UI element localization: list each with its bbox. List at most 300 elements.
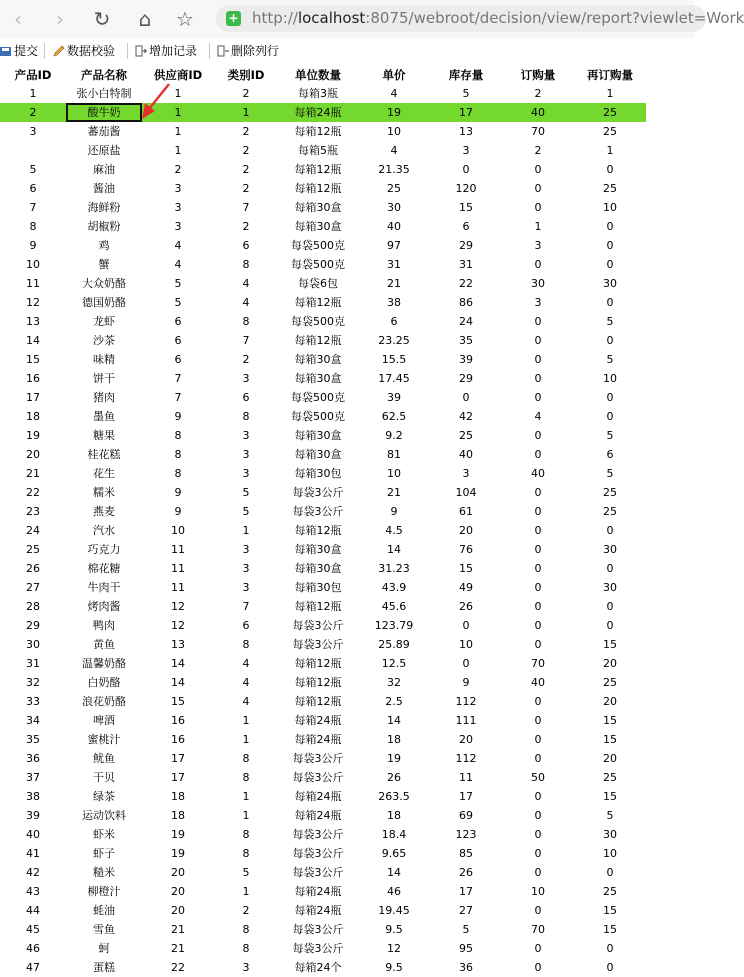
- forward-icon[interactable]: ›: [56, 7, 64, 31]
- site-info-icon[interactable]: +: [226, 11, 241, 26]
- table-cell[interactable]: 2: [242, 144, 250, 157]
- table-cell[interactable]: 25: [603, 505, 617, 518]
- table-cell[interactable]: 10: [387, 125, 401, 138]
- table-cell[interactable]: 21.35: [378, 163, 410, 176]
- table-cell[interactable]: 30: [387, 201, 401, 214]
- table-cell[interactable]: 8: [242, 923, 250, 936]
- table-cell[interactable]: 85: [459, 847, 473, 860]
- table-cell[interactable]: 7: [174, 391, 182, 404]
- table-row[interactable]: [0, 445, 646, 464]
- table-cell[interactable]: 61: [459, 505, 473, 518]
- table-cell[interactable]: 0: [534, 353, 542, 366]
- table-cell[interactable]: 22: [171, 961, 185, 974]
- table-cell[interactable]: 1: [174, 87, 182, 100]
- table-cell[interactable]: 0: [534, 524, 542, 537]
- table-row[interactable]: [0, 787, 646, 806]
- table-cell[interactable]: 0: [534, 505, 542, 518]
- table-cell[interactable]: 0: [534, 448, 542, 461]
- table-row[interactable]: [0, 255, 646, 274]
- submit-button[interactable]: 提交: [0, 42, 38, 60]
- table-cell[interactable]: 81: [387, 448, 401, 461]
- bookmark-star-icon[interactable]: ☆: [176, 7, 194, 31]
- table-cell[interactable]: 28: [26, 600, 40, 613]
- table-cell[interactable]: 2: [534, 144, 542, 157]
- url-text[interactable]: http://localhost:8075/webroot/decision/view/report?viewlet=Work: [252, 9, 744, 27]
- table-cell[interactable]: 4: [390, 87, 398, 100]
- table-cell[interactable]: 2: [242, 125, 250, 138]
- table-cell[interactable]: 8: [242, 410, 250, 423]
- table-cell[interactable]: 15: [603, 638, 617, 651]
- table-cell[interactable]: 9.5: [385, 961, 403, 974]
- table-cell[interactable]: 大众奶酪: [82, 277, 126, 290]
- table-cell[interactable]: 0: [534, 315, 542, 328]
- table-row[interactable]: [0, 293, 646, 312]
- table-cell[interactable]: 20: [459, 733, 473, 746]
- table-cell[interactable]: 0: [534, 600, 542, 613]
- table-row[interactable]: [0, 749, 646, 768]
- table-cell[interactable]: 10: [171, 524, 185, 537]
- table-cell[interactable]: 12: [387, 942, 401, 955]
- table-cell[interactable]: 49: [459, 581, 473, 594]
- table-cell[interactable]: 每袋3公斤: [292, 942, 344, 955]
- table-cell[interactable]: 0: [606, 391, 614, 404]
- table-cell[interactable]: 41: [26, 847, 40, 860]
- table-cell[interactable]: 11: [171, 581, 185, 594]
- table-cell[interactable]: 27: [459, 904, 473, 917]
- table-cell[interactable]: 40: [531, 467, 545, 480]
- table-cell[interactable]: 浪花奶酪: [82, 695, 126, 708]
- table-cell[interactable]: 每袋500克: [291, 258, 345, 271]
- table-row[interactable]: [0, 502, 646, 521]
- table-cell[interactable]: 虾米: [93, 828, 115, 841]
- table-cell[interactable]: 每袋500克: [291, 239, 345, 252]
- table-cell[interactable]: 0: [534, 695, 542, 708]
- table-cell[interactable]: 263.5: [378, 790, 410, 803]
- table-cell[interactable]: 每箱24个: [294, 961, 342, 974]
- table-cell[interactable]: 1: [242, 733, 250, 746]
- table-cell[interactable]: 21: [387, 486, 401, 499]
- table-cell[interactable]: 15.5: [381, 353, 407, 366]
- table-row[interactable]: [0, 464, 646, 483]
- table-cell[interactable]: 36: [26, 752, 40, 765]
- table-cell[interactable]: 每箱24瓶: [294, 809, 342, 822]
- table-cell[interactable]: 0: [534, 372, 542, 385]
- table-cell[interactable]: 每箱30包: [294, 467, 342, 480]
- table-cell[interactable]: 40: [502, 103, 574, 122]
- table-cell[interactable]: 燕麦: [93, 505, 115, 518]
- table-cell[interactable]: 蕃茄酱: [87, 125, 121, 138]
- table-cell[interactable]: 70: [531, 657, 545, 670]
- table-cell[interactable]: 牛肉干: [87, 581, 121, 594]
- table-cell[interactable]: 每箱30盒: [294, 372, 342, 385]
- table-cell[interactable]: 5: [242, 486, 250, 499]
- table-cell[interactable]: 每箱30盒: [294, 201, 342, 214]
- table-cell[interactable]: 11: [171, 543, 185, 556]
- table-cell[interactable]: 0: [606, 942, 614, 955]
- table-cell[interactable]: 8: [242, 258, 250, 271]
- table-row[interactable]: [0, 844, 646, 863]
- table-cell[interactable]: 22: [459, 277, 473, 290]
- table-cell[interactable]: 40: [459, 448, 473, 461]
- table-cell[interactable]: 糯米: [93, 486, 115, 499]
- table-cell[interactable]: 10: [26, 258, 40, 271]
- table-cell[interactable]: 9.2: [385, 429, 403, 442]
- table-cell[interactable]: 0: [534, 581, 542, 594]
- table-cell[interactable]: 17: [430, 103, 502, 122]
- table-row[interactable]: [0, 388, 646, 407]
- table-cell[interactable]: 每袋500克: [291, 410, 345, 423]
- table-cell[interactable]: 15: [26, 353, 40, 366]
- table-row[interactable]: [0, 958, 646, 977]
- table-cell[interactable]: 39: [387, 391, 401, 404]
- table-cell[interactable]: 112: [455, 752, 477, 765]
- table-row[interactable]: [0, 825, 646, 844]
- table-cell[interactable]: 5: [606, 467, 614, 480]
- table-cell[interactable]: 25: [603, 182, 617, 195]
- table-cell[interactable]: 每箱30盒: [294, 448, 342, 461]
- table-cell[interactable]: 5: [606, 429, 614, 442]
- table-cell[interactable]: 18: [387, 733, 401, 746]
- table-cell[interactable]: 0: [606, 163, 614, 176]
- table-cell[interactable]: 9: [174, 505, 182, 518]
- table-row[interactable]: [0, 654, 646, 673]
- table-cell[interactable]: 31: [459, 258, 473, 271]
- table-cell[interactable]: 0: [606, 562, 614, 575]
- table-cell[interactable]: 47: [26, 961, 40, 974]
- table-cell[interactable]: 42: [459, 410, 473, 423]
- table-cell[interactable]: 39: [26, 809, 40, 822]
- table-cell[interactable]: 0: [534, 847, 542, 860]
- table-cell[interactable]: 每袋3公斤: [292, 619, 344, 632]
- table-cell[interactable]: 3: [174, 201, 182, 214]
- table-cell[interactable]: 123: [455, 828, 477, 841]
- table-cell[interactable]: 24: [459, 315, 473, 328]
- table-cell[interactable]: 5: [29, 163, 37, 176]
- table-cell[interactable]: 40: [26, 828, 40, 841]
- table-cell[interactable]: 张小白特制: [76, 87, 132, 100]
- table-cell[interactable]: 9: [390, 505, 398, 518]
- table-cell[interactable]: 31.23: [378, 562, 410, 575]
- table-cell[interactable]: 酱油: [93, 182, 115, 195]
- table-cell[interactable]: 5: [242, 505, 250, 518]
- address-bar[interactable]: [216, 5, 744, 32]
- table-cell[interactable]: 墨鱼: [93, 410, 115, 423]
- table-row[interactable]: [0, 312, 646, 331]
- table-cell[interactable]: 饼干: [93, 372, 115, 385]
- table-cell[interactable]: 0: [606, 220, 614, 233]
- table-cell[interactable]: 25: [603, 486, 617, 499]
- table-cell[interactable]: 棉花糖: [87, 562, 121, 575]
- table-cell[interactable]: 39: [459, 353, 473, 366]
- table-cell[interactable]: 17: [171, 752, 185, 765]
- table-cell[interactable]: 2: [242, 163, 250, 176]
- table-cell[interactable]: 0: [534, 182, 542, 195]
- table-cell[interactable]: 蚵: [98, 942, 110, 955]
- table-cell[interactable]: 6: [462, 220, 470, 233]
- table-cell[interactable]: 每箱24瓶: [294, 714, 342, 727]
- table-cell[interactable]: 4: [174, 258, 182, 271]
- table-cell[interactable]: 5: [174, 277, 182, 290]
- table-row[interactable]: [0, 331, 646, 350]
- table-cell[interactable]: 26: [459, 600, 473, 613]
- table-cell[interactable]: 25: [603, 771, 617, 784]
- table-cell[interactable]: 2: [242, 87, 250, 100]
- table-cell[interactable]: 2: [242, 904, 250, 917]
- table-cell[interactable]: 0: [606, 619, 614, 632]
- table-cell[interactable]: 0: [606, 961, 614, 974]
- table-cell[interactable]: 6: [242, 239, 250, 252]
- table-cell[interactable]: 3: [242, 448, 250, 461]
- table-cell[interactable]: 13: [459, 125, 473, 138]
- table-cell[interactable]: 15: [603, 733, 617, 746]
- table-cell[interactable]: 5: [606, 353, 614, 366]
- table-cell[interactable]: 每袋3公斤: [292, 505, 344, 518]
- table-cell[interactable]: 每袋3公斤: [292, 847, 344, 860]
- table-cell[interactable]: 糙米: [93, 866, 115, 879]
- table-row[interactable]: [0, 521, 646, 540]
- table-cell[interactable]: 0: [534, 334, 542, 347]
- table-cell[interactable]: 6: [242, 391, 250, 404]
- table-cell[interactable]: 德国奶酪: [82, 296, 126, 309]
- table-cell[interactable]: 31: [26, 657, 40, 670]
- table-cell[interactable]: 14: [387, 714, 401, 727]
- table-cell[interactable]: 50: [531, 771, 545, 784]
- table-cell[interactable]: 3: [462, 144, 470, 157]
- table-cell[interactable]: 每箱12瓶: [294, 676, 342, 689]
- table-cell[interactable]: [0, 141, 66, 160]
- table-cell[interactable]: 0: [534, 258, 542, 271]
- table-cell[interactable]: 0: [534, 961, 542, 974]
- table-row[interactable]: [0, 350, 646, 369]
- table-cell[interactable]: 17: [171, 771, 185, 784]
- table-cell[interactable]: 10: [387, 467, 401, 480]
- table-cell[interactable]: 3: [242, 543, 250, 556]
- table-cell[interactable]: 2: [242, 182, 250, 195]
- table-row[interactable]: [0, 692, 646, 711]
- table-cell[interactable]: 黄鱼: [93, 638, 115, 651]
- table-cell[interactable]: 40: [531, 676, 545, 689]
- table-cell[interactable]: 7: [174, 372, 182, 385]
- table-cell[interactable]: 9: [174, 486, 182, 499]
- table-row[interactable]: [0, 711, 646, 730]
- table-cell[interactable]: 每袋3公斤: [292, 923, 344, 936]
- table-cell[interactable]: 鸭肉: [93, 619, 115, 632]
- table-cell[interactable]: 2: [242, 220, 250, 233]
- table-cell[interactable]: 26: [387, 771, 401, 784]
- table-cell[interactable]: 15: [603, 923, 617, 936]
- table-cell[interactable]: 0: [534, 714, 542, 727]
- table-cell[interactable]: 20: [459, 524, 473, 537]
- table-cell[interactable]: 每箱24瓶: [294, 885, 342, 898]
- table-cell[interactable]: 9.5: [385, 923, 403, 936]
- table-cell[interactable]: 0: [606, 334, 614, 347]
- table-cell[interactable]: 0: [534, 942, 542, 955]
- table-cell[interactable]: 7: [242, 334, 250, 347]
- table-row[interactable]: [0, 179, 646, 198]
- table-cell[interactable]: 1: [534, 220, 542, 233]
- table-cell[interactable]: 0: [534, 752, 542, 765]
- table-cell[interactable]: 3: [242, 581, 250, 594]
- table-cell[interactable]: 18: [171, 809, 185, 822]
- table-row[interactable]: [0, 863, 646, 882]
- table-row[interactable]: [0, 882, 646, 901]
- table-cell[interactable]: 25: [26, 543, 40, 556]
- table-cell[interactable]: 10: [603, 847, 617, 860]
- table-cell[interactable]: 70: [531, 125, 545, 138]
- table-cell[interactable]: 0: [462, 163, 470, 176]
- table-cell[interactable]: 62.5: [381, 410, 407, 423]
- table-cell[interactable]: 17: [26, 391, 40, 404]
- table-cell[interactable]: 啤酒: [93, 714, 115, 727]
- table-cell[interactable]: 2: [174, 163, 182, 176]
- table-cell[interactable]: 0: [534, 866, 542, 879]
- table-cell[interactable]: 每箱12瓶: [294, 125, 342, 138]
- table-cell[interactable]: 6: [606, 448, 614, 461]
- table-cell[interactable]: 8: [174, 448, 182, 461]
- table-cell[interactable]: 15: [603, 714, 617, 727]
- table-cell[interactable]: 8: [242, 771, 250, 784]
- table-cell[interactable]: 蜜桃汁: [87, 733, 121, 746]
- table-cell[interactable]: 31: [387, 258, 401, 271]
- table-cell[interactable]: 3: [174, 182, 182, 195]
- table-row[interactable]: [0, 578, 646, 597]
- table-cell[interactable]: 每袋500克: [291, 315, 345, 328]
- table-cell[interactable]: 每箱30盒: [294, 353, 342, 366]
- table-cell[interactable]: 桂花糕: [87, 448, 121, 461]
- table-cell[interactable]: 15: [171, 695, 185, 708]
- table-cell[interactable]: 12.5: [381, 657, 407, 670]
- table-cell[interactable]: 0: [534, 638, 542, 651]
- table-cell[interactable]: 1: [242, 524, 250, 537]
- table-cell[interactable]: 19: [171, 847, 185, 860]
- table-cell[interactable]: 14: [171, 657, 185, 670]
- table-cell[interactable]: 14: [387, 543, 401, 556]
- table-cell[interactable]: 25: [574, 103, 646, 122]
- table-cell[interactable]: 6: [390, 315, 398, 328]
- table-cell[interactable]: 3: [242, 372, 250, 385]
- table-cell[interactable]: 43: [26, 885, 40, 898]
- table-cell[interactable]: 味精: [93, 353, 115, 366]
- table-cell[interactable]: 每袋3公斤: [292, 828, 344, 841]
- table-cell[interactable]: 3: [242, 961, 250, 974]
- table-cell[interactable]: 35: [26, 733, 40, 746]
- table-cell[interactable]: 15: [459, 201, 473, 214]
- table-cell[interactable]: 21: [171, 942, 185, 955]
- table-row[interactable]: [0, 84, 646, 103]
- table-cell[interactable]: 123.79: [374, 619, 414, 632]
- table-cell[interactable]: 花生: [93, 467, 115, 480]
- table-cell[interactable]: 0: [534, 828, 542, 841]
- table-cell[interactable]: 22: [26, 486, 40, 499]
- table-cell[interactable]: 0: [534, 201, 542, 214]
- table-cell[interactable]: 0: [534, 429, 542, 442]
- table-cell[interactable]: 10: [459, 638, 473, 651]
- table-cell[interactable]: 每箱24瓶: [278, 103, 358, 122]
- table-cell[interactable]: 1: [214, 103, 278, 122]
- table-cell[interactable]: 34: [26, 714, 40, 727]
- table-cell[interactable]: 每箱12瓶: [294, 182, 342, 195]
- table-row[interactable]: [0, 673, 646, 692]
- table-cell[interactable]: 干贝: [93, 771, 115, 784]
- table-cell[interactable]: 8: [242, 752, 250, 765]
- table-row[interactable]: [0, 198, 646, 217]
- table-cell[interactable]: 每袋3公斤: [292, 771, 344, 784]
- table-row[interactable]: [0, 901, 646, 920]
- table-row[interactable]: [0, 730, 646, 749]
- table-cell[interactable]: 11: [26, 277, 40, 290]
- table-cell[interactable]: 0: [606, 524, 614, 537]
- table-cell[interactable]: 1: [606, 87, 614, 100]
- table-cell[interactable]: 10: [603, 201, 617, 214]
- table-cell[interactable]: 蟹: [98, 258, 110, 271]
- table-cell[interactable]: 76: [459, 543, 473, 556]
- table-cell[interactable]: 19: [358, 103, 430, 122]
- table-cell[interactable]: 虾子: [93, 847, 115, 860]
- table-cell[interactable]: 25.89: [378, 638, 410, 651]
- table-cell[interactable]: 25: [603, 885, 617, 898]
- table-cell[interactable]: 每袋3公斤: [292, 866, 344, 879]
- table-cell[interactable]: 运动饮料: [82, 809, 126, 822]
- table-cell[interactable]: 温馨奶酪: [82, 657, 126, 670]
- table-cell[interactable]: 38: [26, 790, 40, 803]
- table-cell[interactable]: 13: [26, 315, 40, 328]
- table-cell[interactable]: 18.4: [381, 828, 407, 841]
- table-cell[interactable]: 3: [242, 467, 250, 480]
- table-cell[interactable]: 4: [174, 239, 182, 252]
- table-cell[interactable]: 9: [29, 239, 37, 252]
- table-cell[interactable]: 25: [603, 125, 617, 138]
- table-cell[interactable]: 18: [26, 410, 40, 423]
- table-cell[interactable]: 4: [242, 676, 250, 689]
- table-cell[interactable]: 龙虾: [93, 315, 115, 328]
- table-cell[interactable]: 9.65: [381, 847, 407, 860]
- table-cell[interactable]: 21: [387, 277, 401, 290]
- table-cell[interactable]: 6: [174, 315, 182, 328]
- table-cell[interactable]: 8: [242, 638, 250, 651]
- table-cell[interactable]: 45: [26, 923, 40, 936]
- table-cell[interactable]: 43.9: [381, 581, 407, 594]
- table-cell[interactable]: 3: [242, 562, 250, 575]
- table-cell[interactable]: 0: [534, 391, 542, 404]
- table-cell[interactable]: 38: [387, 296, 401, 309]
- table-cell[interactable]: 0: [534, 809, 542, 822]
- table-cell[interactable]: 0: [462, 619, 470, 632]
- table-row[interactable]: [0, 559, 646, 578]
- table-cell[interactable]: 111: [455, 714, 477, 727]
- table-cell[interactable]: 21: [26, 467, 40, 480]
- table-cell[interactable]: 6: [242, 619, 250, 632]
- table-cell[interactable]: 鸡: [98, 239, 110, 252]
- table-cell[interactable]: 0: [606, 239, 614, 252]
- table-cell[interactable]: 69: [459, 809, 473, 822]
- table-cell[interactable]: 19: [26, 429, 40, 442]
- table-cell[interactable]: 1: [174, 125, 182, 138]
- table-cell[interactable]: 海鲜粉: [87, 201, 121, 214]
- table-cell[interactable]: 9: [462, 676, 470, 689]
- table-cell[interactable]: 0: [534, 790, 542, 803]
- table-cell[interactable]: 46: [387, 885, 401, 898]
- table-cell[interactable]: 0: [606, 296, 614, 309]
- table-cell[interactable]: 21: [171, 923, 185, 936]
- table-cell[interactable]: 每袋3公斤: [292, 752, 344, 765]
- table-row[interactable]: [0, 141, 646, 160]
- table-cell[interactable]: 13: [171, 638, 185, 651]
- table-row[interactable]: [0, 217, 646, 236]
- table-cell[interactable]: 每箱12瓶: [294, 657, 342, 670]
- table-cell[interactable]: 4: [390, 144, 398, 157]
- table-cell[interactable]: 4: [242, 296, 250, 309]
- validate-button[interactable]: 数据校验: [53, 42, 115, 60]
